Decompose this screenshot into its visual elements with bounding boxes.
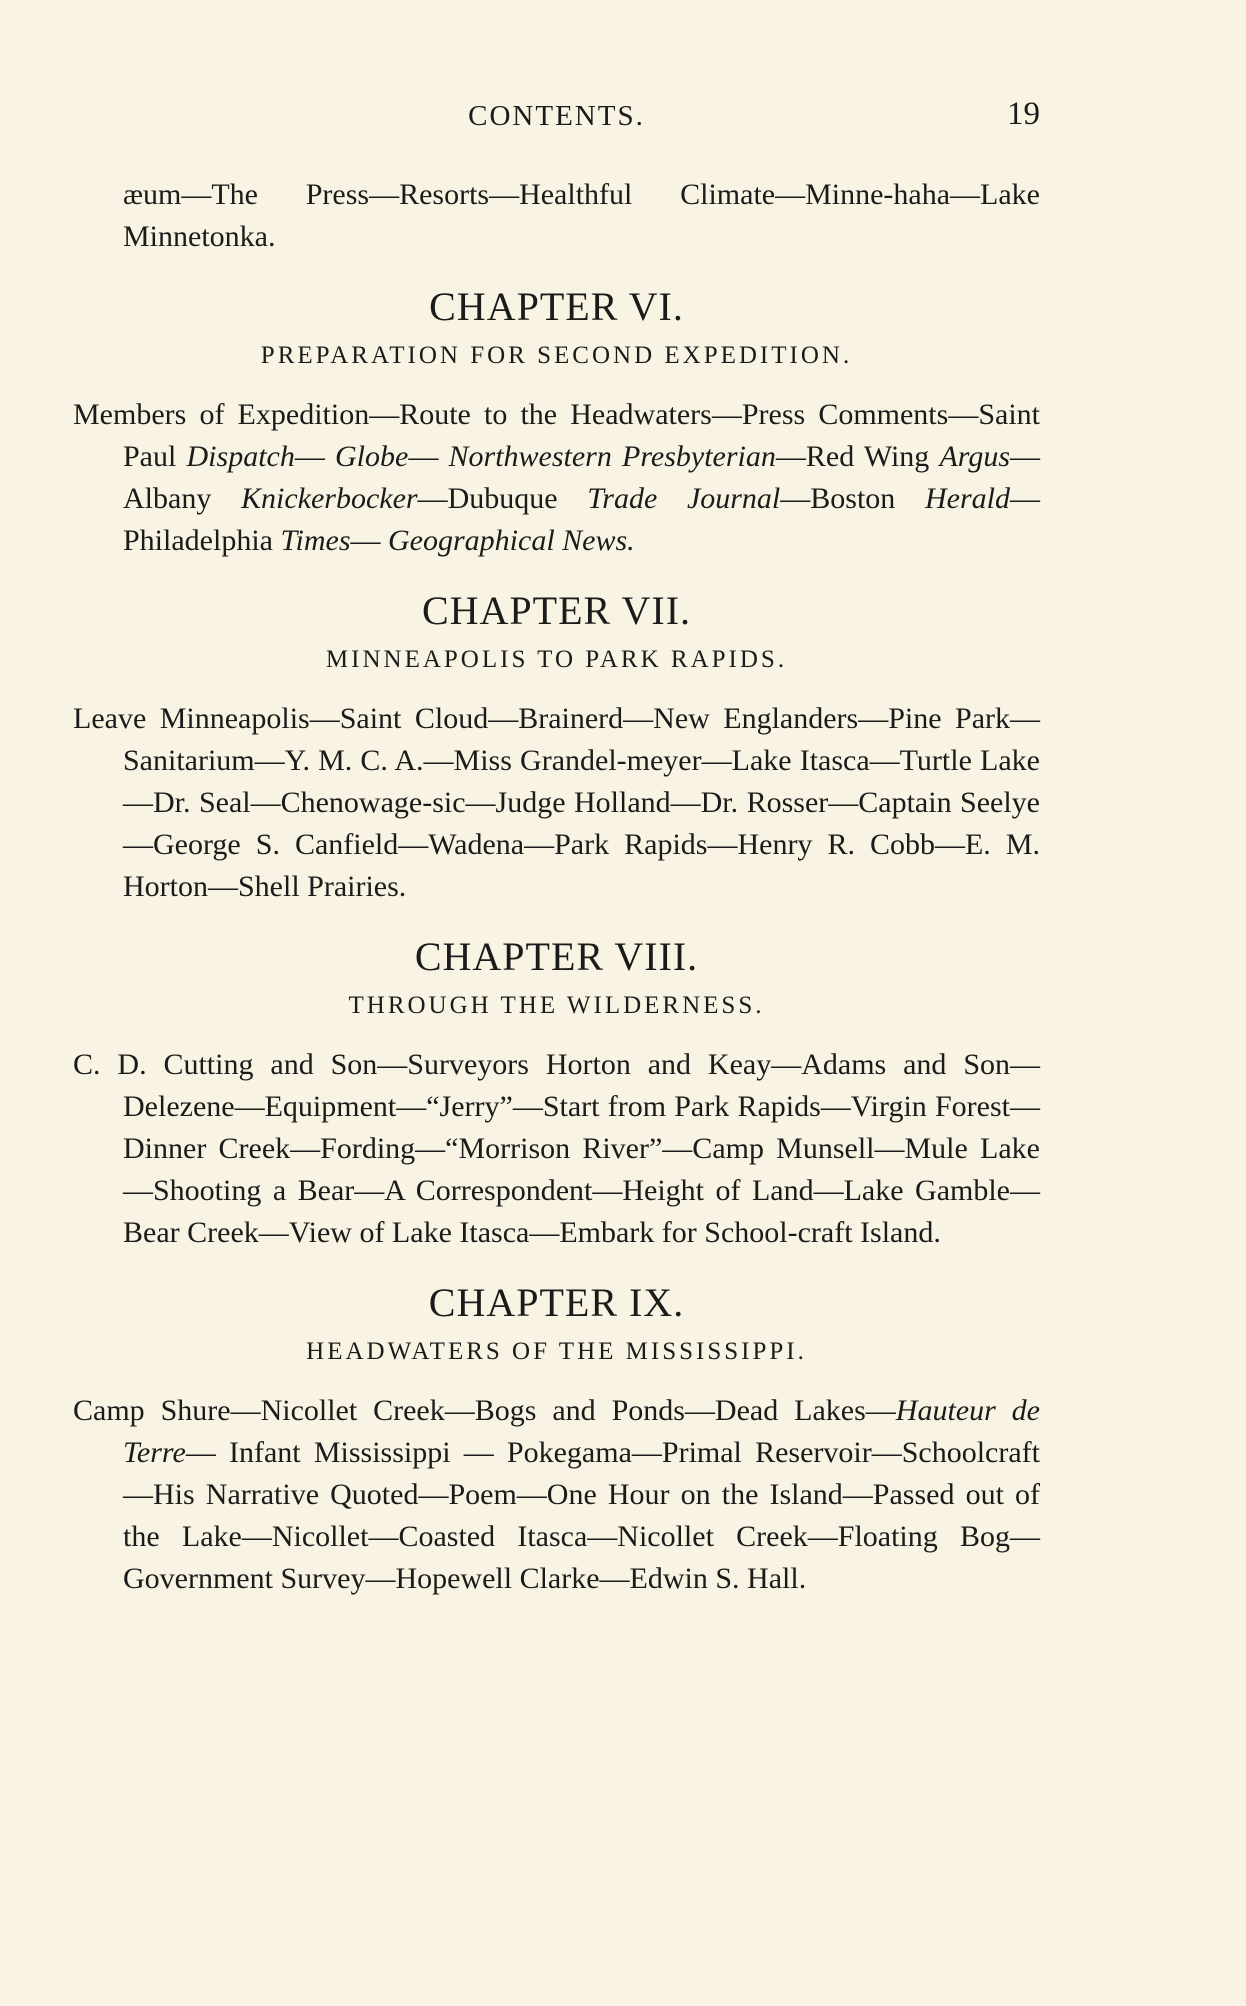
chapter-subtitle: HEADWATERS OF THE MISSISSIPPI. xyxy=(306,1338,807,1365)
entry-text: — xyxy=(294,440,336,473)
entry-text: C. D. Cutting and Son—Surveyors Horton and Keay—Adams and Son—Delezene—Equipment—“Jerry”—Start from Park Rapids—Virgin Forest—Dinner Creek—Fording—“Morrison River”—Camp Munsell—Mule Lake—Shooting a Bear—A Correspondent—Height of Land—Lake Gamble—Bear Creek—View of Lake Itasca—Embark for School-craft Island. xyxy=(73,1048,1040,1249)
entry-text: —Albany xyxy=(123,440,1041,515)
page-number: 19 xyxy=(1007,96,1040,132)
entry-text: Camp Shure—Nicollet Creek—Bogs and Ponds—Dead Lakes— xyxy=(73,1394,896,1427)
italic-title: Globe xyxy=(335,440,409,473)
italic-title: Hauteur de Terre xyxy=(123,1394,1041,1469)
chapter-summary xyxy=(73,1044,1040,1254)
running-title: CONTENTS. xyxy=(468,100,645,132)
chapter-summary xyxy=(73,1390,1040,1600)
italic-title: Herald xyxy=(924,482,1010,515)
entry-text: —Philadelphia xyxy=(123,482,1040,557)
entry-text: Leave Minneapolis—Saint Cloud—Brainerd—New Englanders—Pine Park—Sanitarium—Y. M. C. A.—Miss Grandel-meyer—Lake Itasca—Turtle Lake—Dr. Seal—Chenowage-sic—Judge Holland—Dr. Rosser—Captain Seelye—George S. Canfield—Wadena—Park Rapids—Henry R. Cobb—E. M. Horton—Shell Prairies. xyxy=(73,702,1040,903)
chapter-heading: CHAPTER VI. xyxy=(429,284,684,329)
contents-page xyxy=(73,96,1040,1600)
chapter-summary xyxy=(73,698,1040,908)
italic-title: Times xyxy=(280,524,351,557)
italic-title: Northwestern Presbyterian xyxy=(448,440,776,473)
chapter-heading: CHAPTER VII. xyxy=(421,588,692,633)
entry-text: —Red Wing xyxy=(775,440,940,473)
running-head xyxy=(73,96,1040,140)
chapter-heading: CHAPTER VIII. xyxy=(414,934,699,979)
chapter-block xyxy=(73,1276,1040,1600)
chapter-subtitle: MINNEAPOLIS TO PARK RAPIDS. xyxy=(325,646,788,673)
entry-text: æum—The Press—Resorts—Healthful Climate—Minne-haha—Lake Minnetonka. xyxy=(123,178,1040,253)
chapter-block xyxy=(73,930,1040,1254)
chapter-heading: CHAPTER IX. xyxy=(428,1280,685,1325)
entry-text: Members of Expedition—Route to the Headwaters—Press Comments—Saint Paul xyxy=(73,398,1040,473)
chapter-summary xyxy=(73,394,1040,562)
chapter-subtitle: THROUGH THE WILDERNESS. xyxy=(348,992,765,1019)
entry-text: —Boston xyxy=(780,482,925,515)
entry-text: — xyxy=(408,440,449,473)
entry-text: —Dubuque xyxy=(417,482,588,515)
chapter-block xyxy=(73,280,1040,562)
italic-title: Geographical News. xyxy=(388,524,635,557)
chapter-list xyxy=(73,280,1040,1600)
entry-text: — Infant Mississippi — Pokegama—Primal Reservoir—Schoolcraft—His Narrative Quoted—Poem—One Hour on the Island—Passed out of the Lake—Nicollet—Coasted Itasca—Nicollet Creek—Floating Bog—Government Survey—Hopewell Clarke—Edwin S. Hall. xyxy=(123,1436,1040,1595)
chapter-subtitle: PREPARATION FOR SECOND EXPEDITION. xyxy=(260,342,853,369)
chapter-v-continuation xyxy=(73,174,1040,258)
entry-text: — xyxy=(350,524,389,557)
italic-title: Dispatch xyxy=(186,440,295,473)
italic-title: Argus xyxy=(939,440,1011,473)
chapter-block xyxy=(73,584,1040,908)
italic-title: Knickerbocker xyxy=(241,482,418,515)
italic-title: Trade Journal xyxy=(587,482,781,515)
